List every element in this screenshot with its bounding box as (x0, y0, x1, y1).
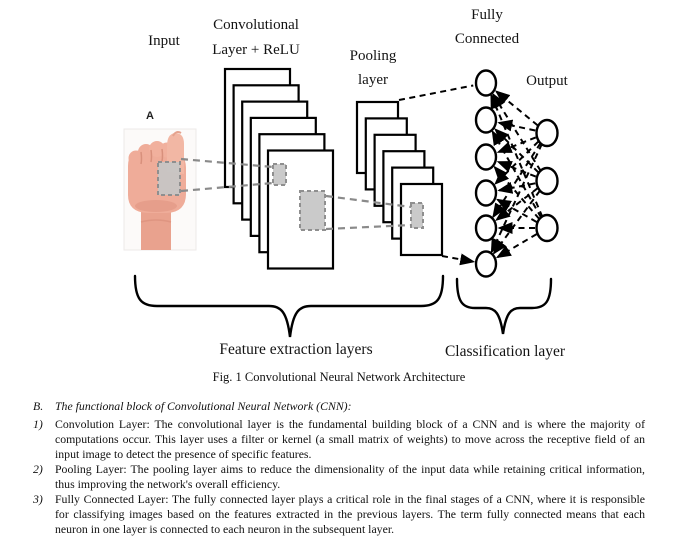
list-item (33, 462, 645, 492)
list-item-marker: 2) (33, 462, 43, 476)
fc-connection-line (491, 95, 542, 216)
label-conv-line1: Convolutional (213, 17, 299, 33)
kernel-patch-pooling (411, 203, 423, 228)
label-fc-line1: Fully (471, 7, 503, 23)
receptive-field-patch-input (158, 162, 180, 195)
label-output (526, 69, 568, 93)
section-heading (33, 399, 645, 414)
list-item (33, 417, 645, 462)
hidden-neuron (476, 181, 496, 206)
label-pool-line2: layer (358, 72, 388, 88)
label-pooling-layer (350, 44, 397, 92)
fc-connection-line (493, 94, 541, 170)
fc-connection-line (498, 234, 537, 257)
list-item-text: Fully Connected Layer: The fully connected layer plays a critical role in the final stages of a CNN, where it is responsible for classifying images based on the features extracted in the previous layers. The term fully connected means that each neuron in one layer is connected to each neuron in the subsequent layer. (55, 492, 645, 536)
label-hand-letter: A (146, 110, 154, 122)
hidden-neuron (476, 145, 496, 170)
list-item-marker: 1) (33, 417, 43, 431)
kernel-patch-conv-small (273, 164, 286, 185)
label-fully-connected (455, 3, 519, 51)
figure-caption: Fig. 1 Convolutional Neural Network Architecture (212, 370, 466, 384)
label-classification: Classification layer (444, 343, 566, 360)
output-neuron (537, 215, 558, 241)
label-fc-line2: Connected (454, 31, 520, 47)
fc-connection-line (494, 191, 540, 253)
label-feature-extraction: Feature extraction layers (219, 341, 373, 358)
kernel-patch-conv-large (300, 191, 325, 230)
label-input-text: Input (148, 33, 180, 49)
list-item-text: Convolution Layer: The convolutional layer is the fundamental building block of a CNN and is where the majority of computations occur. This layer uses a filter or kernel (a small matrix of weights) to move across the receptive field of an input image to detect the presence of specific features. (55, 417, 645, 461)
section-heading-text: The functional block of Convolutional Neural Network (CNN): (55, 399, 352, 413)
list-item-marker: 3) (33, 492, 43, 506)
list-item-text: Pooling Layer: The pooling layer aims to reduce the dimensionality of the input data while retaining critical information, thus improving the network's overall efficiency. (55, 462, 645, 491)
list-item (33, 492, 645, 537)
feature-extraction-brace (135, 276, 443, 337)
hidden-neuron (476, 108, 496, 133)
label-output-text: Output (526, 73, 568, 89)
section-heading-marker: B. (33, 399, 44, 413)
label-pool-line1: Pooling (349, 48, 397, 64)
fc-connection-line (496, 92, 537, 126)
pool-to-fc-line (442, 256, 473, 262)
hidden-neuron (476, 252, 496, 277)
label-conv-line2: Layer + ReLU (212, 42, 300, 58)
pool-to-fc-line (399, 85, 473, 100)
label-conv-layer (212, 13, 300, 63)
output-neuron (537, 168, 558, 194)
label-input (148, 29, 180, 53)
text-section (33, 399, 645, 537)
hidden-neuron (476, 71, 496, 96)
hidden-neuron (476, 216, 496, 241)
classification-brace (457, 279, 551, 334)
output-neuron (537, 120, 558, 146)
